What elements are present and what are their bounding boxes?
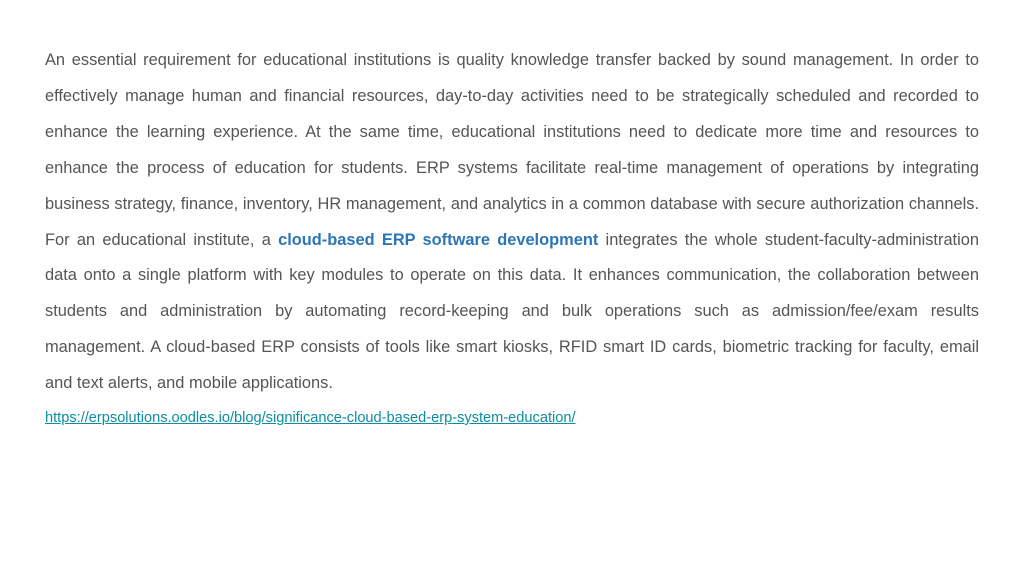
article-paragraph <box>45 43 979 402</box>
highlighted-keyword-link[interactable]: cloud-based ERP software development <box>278 230 599 249</box>
source-url-link[interactable]: https://erpsolutions.oodles.io/blog/significance-cloud-based-erp-system-education/ <box>45 410 576 426</box>
paragraph-text-intro: An essential requirement for educational institutions is quality knowledge transfer backed by sound management. In order to effectively manage human and financial resources, day-to-day activities need to be strategically scheduled and recorded to enhance the learning experience. At the same time, educational institutions need to dedicate more time and resources to enhance the process of education for students. ERP systems facilitate real-time management of operations by integrating business strategy, finance, inventory, HR management, and analytics in a common database with secure authorization channels. For an educational institute, a <box>45 51 979 249</box>
paragraph-text-continued: integrates the whole student-faculty-administration data onto a single platform with key modules to operate on this data. It enhances communication, the collaboration between students and administration by automating record-keeping and bulk operations such as admission/fee/exam results management. A cloud-based ERP consists of tools like smart kiosks, RFID smart ID cards, biometric tracking for faculty, email and text alerts, and mobile applications. <box>45 230 979 393</box>
